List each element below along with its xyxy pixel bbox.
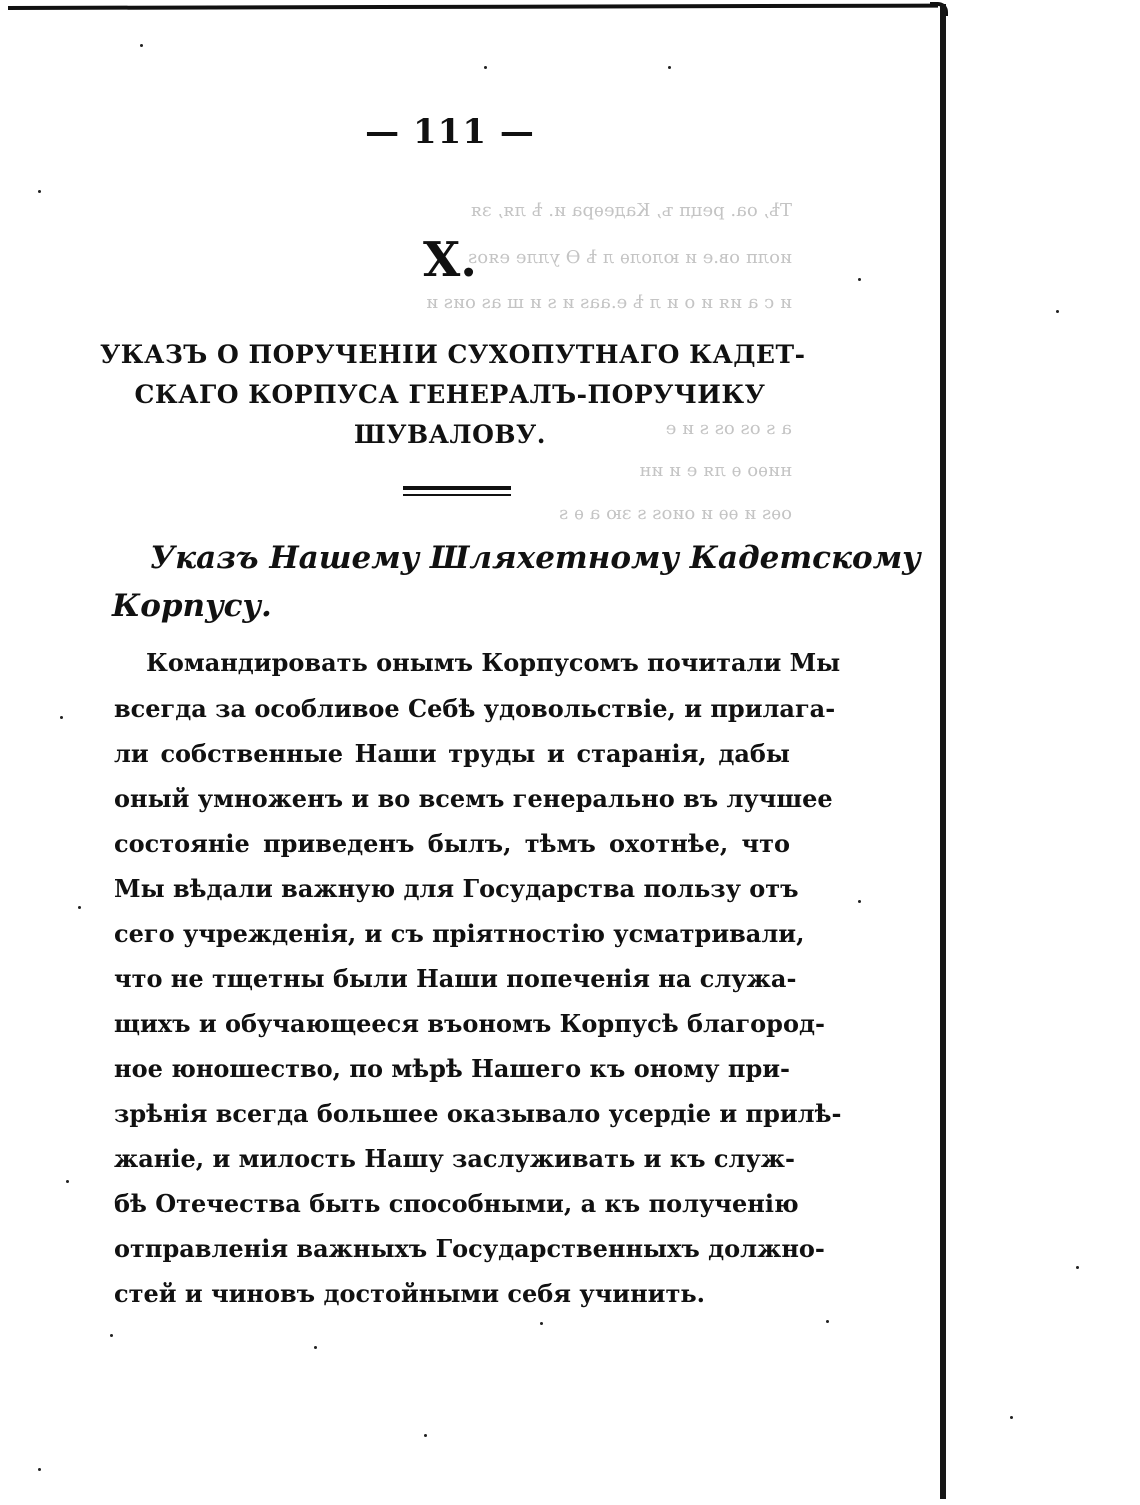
paper-speck xyxy=(110,1334,113,1337)
body-text-line: стей и чиновъ достойными себя учинить. xyxy=(114,1279,705,1308)
paper-speck xyxy=(540,1322,543,1325)
paper-speck xyxy=(60,716,63,719)
body-text-line: Командировать онымъ Корпусомъ почитали Мы xyxy=(146,648,841,677)
title-divider xyxy=(403,486,511,496)
section-number: X. xyxy=(423,232,477,288)
paper-speck xyxy=(38,1468,41,1471)
body-text-line: зрѣнія всегда большее оказывало усердіе и прилѣ- xyxy=(114,1099,842,1128)
decree-address-line: Корпусу. xyxy=(112,588,272,624)
bleed-through-line: иолп ов.е и юлолѳ л ѣ Ѳ улле еяоѕ xyxy=(468,247,792,268)
body-text-line: бѣ Отечества быть способными, а къ полученію xyxy=(114,1189,799,1218)
paper-speck xyxy=(66,1180,69,1183)
paper-speck xyxy=(314,1346,317,1349)
paper-speck xyxy=(1056,310,1059,313)
body-text-line: Мы вѣдали важную для Государства пользу отъ xyxy=(114,874,799,903)
bleed-through-line: Тѣ, оа. рецп ъ, Кадеѳра и. ѣ ля, зя xyxy=(470,200,792,221)
bleed-through-line: и с а ия и о и л ѣ е.ааѕ и ѕ и ш аѕ оиѕ и xyxy=(426,292,792,313)
body-text-line: сего учрежденія, и съ пріятностію усматривали, xyxy=(114,919,805,948)
section-title-line: ШУВАЛОВУ. xyxy=(354,420,546,449)
page-binding-edge xyxy=(940,4,946,1499)
paper-speck xyxy=(140,44,143,47)
bleed-through-line: ниѳо ѳ ля е и ин xyxy=(639,460,792,481)
body-text-line: оный умноженъ и во всемъ генерально въ лучшее xyxy=(114,784,833,813)
paper-speck xyxy=(668,66,671,69)
page-number: — 111 — xyxy=(365,112,535,152)
paper-speck xyxy=(1010,1416,1013,1419)
body-text-line: ное юношество, по мѣрѣ Нашего къ оному при- xyxy=(114,1054,790,1083)
section-title-line: СКАГО КОРПУСА ГЕНЕРАЛЪ-ПОРУЧИКУ xyxy=(134,380,766,409)
paper-speck xyxy=(1076,1266,1079,1269)
decree-address-line: Указъ Нашему Шляхетному Кадетскому xyxy=(150,540,921,576)
body-text-line: отправленія важныхъ Государственныхъ должно- xyxy=(114,1234,825,1263)
section-title-line: УКАЗЪ О ПОРУЧЕНІИ СУХОПУТНАГО КАДЕТ- xyxy=(100,340,806,369)
body-text-line: жаніе, и милость Нашу заслуживать и къ служ- xyxy=(114,1144,795,1173)
paper-speck xyxy=(424,1434,427,1437)
bleed-through-line: оѳѕ и ѳѳ и оиоѕ ѕ зю а ѳ ѕ xyxy=(559,503,792,524)
body-text-line: ли собственные Наши труды и старанія, дабы xyxy=(114,739,790,768)
bleed-through-line: а ѕ оѕ оѕ ѕ и е xyxy=(665,418,792,439)
paper-speck xyxy=(484,66,487,69)
paper-speck xyxy=(826,1320,829,1323)
page-top-edge xyxy=(8,4,938,10)
paper-speck xyxy=(38,190,41,193)
body-text-line: состояніе приведенъ былъ, тѣмъ охотнѣе, что xyxy=(114,829,790,858)
paper-speck xyxy=(858,278,861,281)
body-text-line: всегда за особливое Себѣ удовольствіе, и прилага- xyxy=(114,694,836,723)
paper-speck xyxy=(78,906,81,909)
body-text-line: щихъ и обучающееся въономъ Корпусѣ благород- xyxy=(114,1009,825,1038)
paper-speck xyxy=(858,900,861,903)
body-text-line: что не тщетны были Наши попеченія на служа- xyxy=(114,964,797,993)
